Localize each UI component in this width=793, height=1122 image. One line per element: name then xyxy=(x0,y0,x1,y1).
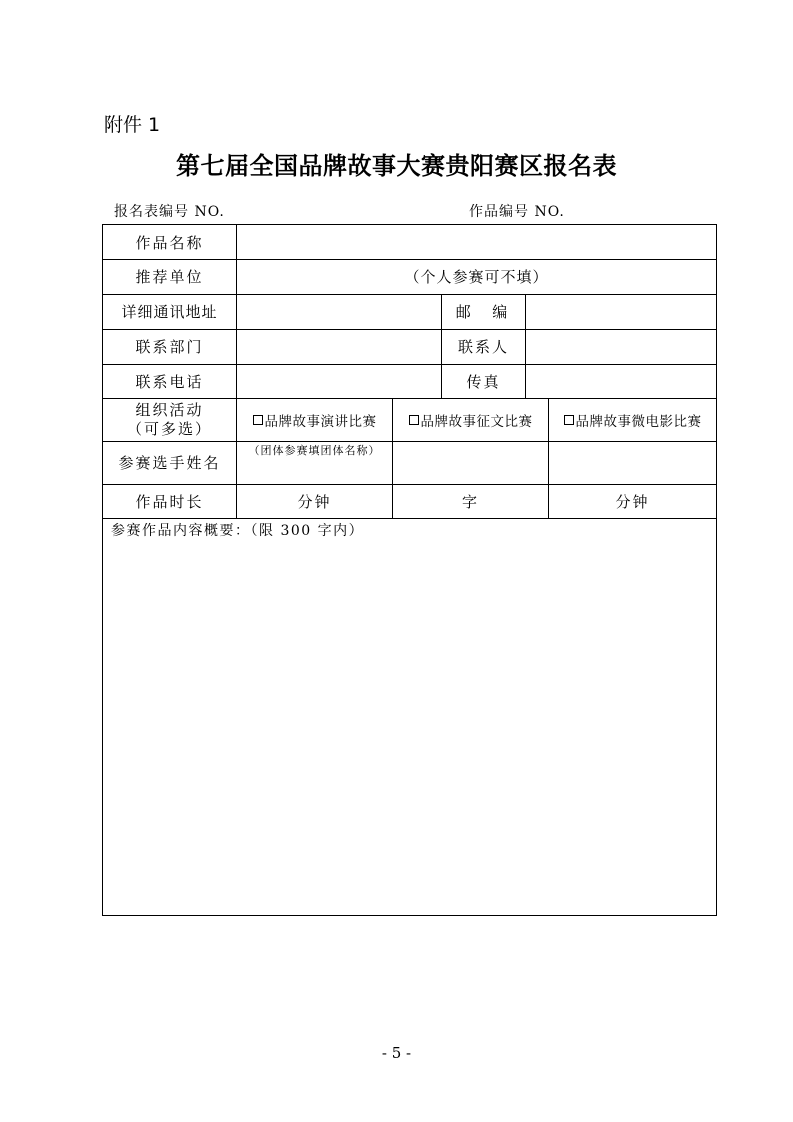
activity-option-label: 品牌故事演讲比赛 xyxy=(264,413,377,430)
activity-label xyxy=(103,398,236,441)
recommending-unit-label: 推荐单位 xyxy=(135,268,204,286)
recommending-unit-field[interactable]: （个人参赛可不填） xyxy=(404,268,549,286)
address-field[interactable] xyxy=(237,294,441,329)
participant-label: 参赛选手姓名 xyxy=(118,454,221,472)
checkbox-icon[interactable] xyxy=(253,415,263,425)
activity-option-label: 品牌故事微电影比赛 xyxy=(575,413,702,430)
work-name-label: 作品名称 xyxy=(135,233,204,252)
attachment-label: 附件 1 xyxy=(104,114,161,136)
activity-label-line1: 组织活动 xyxy=(135,400,204,419)
work-number-label: 作品编号 NO. xyxy=(469,204,565,220)
address-label: 详细通讯地址 xyxy=(121,303,218,321)
participant-field-speech[interactable] xyxy=(237,459,392,484)
summary-label: 参赛作品内容概要：（限 300 字内） xyxy=(111,523,365,539)
contact-person-label: 联系人 xyxy=(457,338,509,356)
participant-field-micro-film[interactable] xyxy=(549,441,716,484)
activity-option-essay[interactable] xyxy=(393,398,548,441)
contact-person-field[interactable] xyxy=(526,329,716,364)
duration-essay-unit[interactable]: 字 xyxy=(461,492,479,511)
registration-form-table xyxy=(102,224,717,916)
fax-label: 传真 xyxy=(466,372,501,391)
page-title: 第七届全国品牌故事大赛贵阳赛区报名表 xyxy=(176,151,617,180)
work-name-field[interactable] xyxy=(237,225,716,259)
duration-micro-film-unit[interactable]: 分钟 xyxy=(615,492,650,511)
checkbox-icon[interactable] xyxy=(564,415,574,425)
postcode-field[interactable] xyxy=(526,294,716,329)
fax-field[interactable] xyxy=(526,364,716,398)
phone-label: 联系电话 xyxy=(135,372,204,391)
participant-hint: （团体参赛填团体名称） xyxy=(248,444,381,457)
department-label: 联系部门 xyxy=(135,338,204,356)
department-field[interactable] xyxy=(237,329,441,364)
duration-label: 作品时长 xyxy=(135,492,204,511)
registration-number-label: 报名表编号 NO. xyxy=(114,204,225,220)
activity-option-micro-film[interactable] xyxy=(549,398,716,441)
activity-option-speech[interactable] xyxy=(237,398,392,441)
participant-field-essay[interactable] xyxy=(393,441,548,484)
activity-option-label: 品牌故事征文比赛 xyxy=(420,413,533,430)
postcode-label: 邮 编 xyxy=(455,303,512,321)
duration-speech-unit[interactable]: 分钟 xyxy=(297,492,332,511)
activity-label-line2: （可多选） xyxy=(126,419,212,438)
page-number: - 5 - xyxy=(381,1044,412,1062)
checkbox-icon[interactable] xyxy=(409,415,419,425)
phone-field[interactable] xyxy=(237,364,441,398)
summary-area[interactable] xyxy=(103,519,716,915)
